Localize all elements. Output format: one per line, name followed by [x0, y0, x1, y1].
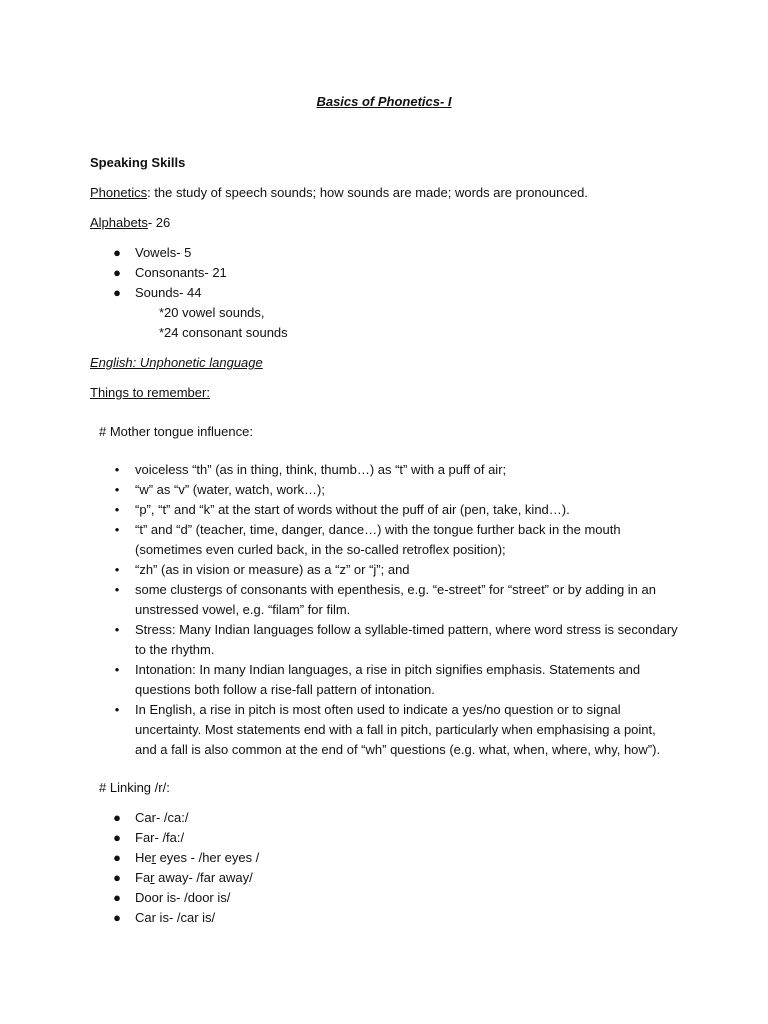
mother-tongue-list: [0, 460, 768, 760]
list-item-text: voiceless “th” (as in thing, think, thumb…) as “t” with a puff of air;: [135, 462, 507, 477]
list-item: [0, 620, 680, 660]
list-item: [0, 808, 680, 828]
list-item-text-rest: eyes - /her eyes /: [155, 850, 260, 865]
document-title: Basics of Phonetics- I: [316, 94, 452, 109]
linking-r-letter: r: [151, 850, 156, 865]
alphabets-line: [90, 213, 170, 233]
bullet-icon: ●: [113, 870, 121, 885]
list-item-text: some clustergs of consonants with epenthesis, e.g. “e-street” for “street” or by adding in an unstressed vowel, e.g. “filam” for film.: [135, 582, 656, 617]
phonetics-definition-text: : the study of speech sounds; how sounds are made; words are pronounced.: [147, 185, 588, 200]
linking-r-letter: r: [150, 870, 155, 885]
phonetics-term: Phonetics: [90, 185, 148, 200]
consonant-sounds-subitem: *24 consonant sounds: [159, 325, 288, 340]
bullet-icon: •: [114, 662, 120, 677]
list-item: [0, 888, 680, 908]
bullet-icon: •: [114, 522, 120, 537]
list-item-text-rest: away- /far away/: [154, 870, 253, 885]
list-item-text: In English, a rise in pitch is most often used to indicate a yes/no question or to signal uncertainty. Most statements end with a fall in pitch, particularly when emphasising a point, and a fall is also common at the end of “wh” questions (e.g. what, when, where, why, how”).: [135, 702, 661, 757]
bullet-icon: •: [114, 562, 120, 577]
list-item: [0, 263, 680, 283]
bullet-icon: •: [114, 482, 120, 497]
bullet-icon: •: [114, 502, 120, 517]
list-item: [0, 243, 680, 263]
list-item: [0, 560, 680, 580]
bullet-icon: ●: [113, 910, 121, 925]
list-item: [0, 283, 680, 303]
list-item-text: He: [135, 850, 152, 865]
list-item: [0, 908, 680, 928]
list-item: [0, 848, 680, 868]
linking-r-heading: # Linking /r/:: [99, 780, 170, 795]
list-item-text: “zh” (as in vision or measure) as a “z” or “j”; and: [135, 562, 410, 577]
bullet-icon: ●: [113, 285, 121, 300]
list-item-text: “p”, “t” and “k” at the start of words without the puff of air (pen, take, kind…).: [135, 502, 570, 517]
list-item-text: Far- /fa:/: [135, 830, 185, 845]
list-item: [0, 868, 680, 888]
bullet-icon: ●: [113, 830, 121, 845]
list-item: [0, 700, 680, 760]
mother-tongue-heading: # Mother tongue influence:: [99, 424, 253, 439]
list-item-text: Intonation: In many Indian languages, a rise in pitch signifies emphasis. Statements and questions both follow a rise-fall pattern of intonation.: [135, 662, 641, 697]
alphabets-value: - 26: [147, 215, 171, 230]
list-item-text: Consonants- 21: [135, 265, 227, 280]
list-item-text: “t” and “d” (teacher, time, danger, dance…) with the tongue further back in the mouth (sometimes even curled back, in the so-called retroflex position);: [135, 522, 621, 557]
linking-list: [0, 808, 768, 928]
list-item-text: Door is- /door is/: [135, 890, 231, 905]
list-item-text: Fa: [135, 870, 151, 885]
bullet-icon: ●: [113, 810, 121, 825]
list-item: [0, 828, 680, 848]
list-item: [0, 500, 680, 520]
things-to-remember-heading: Things to remember:: [90, 385, 210, 400]
list-item-text: Sounds- 44: [135, 285, 202, 300]
list-item: [0, 460, 680, 480]
alphabet-list: [0, 243, 768, 303]
bullet-icon: ●: [113, 265, 121, 280]
bullet-icon: ●: [113, 890, 121, 905]
english-note: English: Unphonetic language: [90, 355, 263, 370]
list-item-text: Stress: Many Indian languages follow a syllable-timed pattern, where word stress is secondary to the rhythm.: [135, 622, 678, 657]
list-item-text: “w” as “v” (water, watch, work…);: [135, 482, 325, 497]
vowel-sounds-subitem: *20 vowel sounds,: [159, 305, 265, 320]
list-item-text: Vowels- 5: [135, 245, 192, 260]
bullet-icon: •: [114, 462, 120, 477]
bullet-icon: •: [114, 622, 120, 637]
list-item: [0, 480, 680, 500]
speaking-skills-heading: Speaking Skills: [90, 155, 186, 170]
bullet-icon: •: [114, 702, 120, 717]
list-item-text: Car is- /car is/: [135, 910, 216, 925]
bullet-icon: ●: [113, 850, 121, 865]
list-item: [0, 660, 680, 700]
bullet-icon: •: [114, 582, 120, 597]
bullet-icon: ●: [113, 245, 121, 260]
phonetics-definition: [90, 183, 588, 203]
list-item: [0, 580, 680, 620]
list-item: [0, 520, 680, 560]
list-item-text: Car- /ca:/: [135, 810, 189, 825]
alphabets-term: Alphabets: [90, 215, 148, 230]
